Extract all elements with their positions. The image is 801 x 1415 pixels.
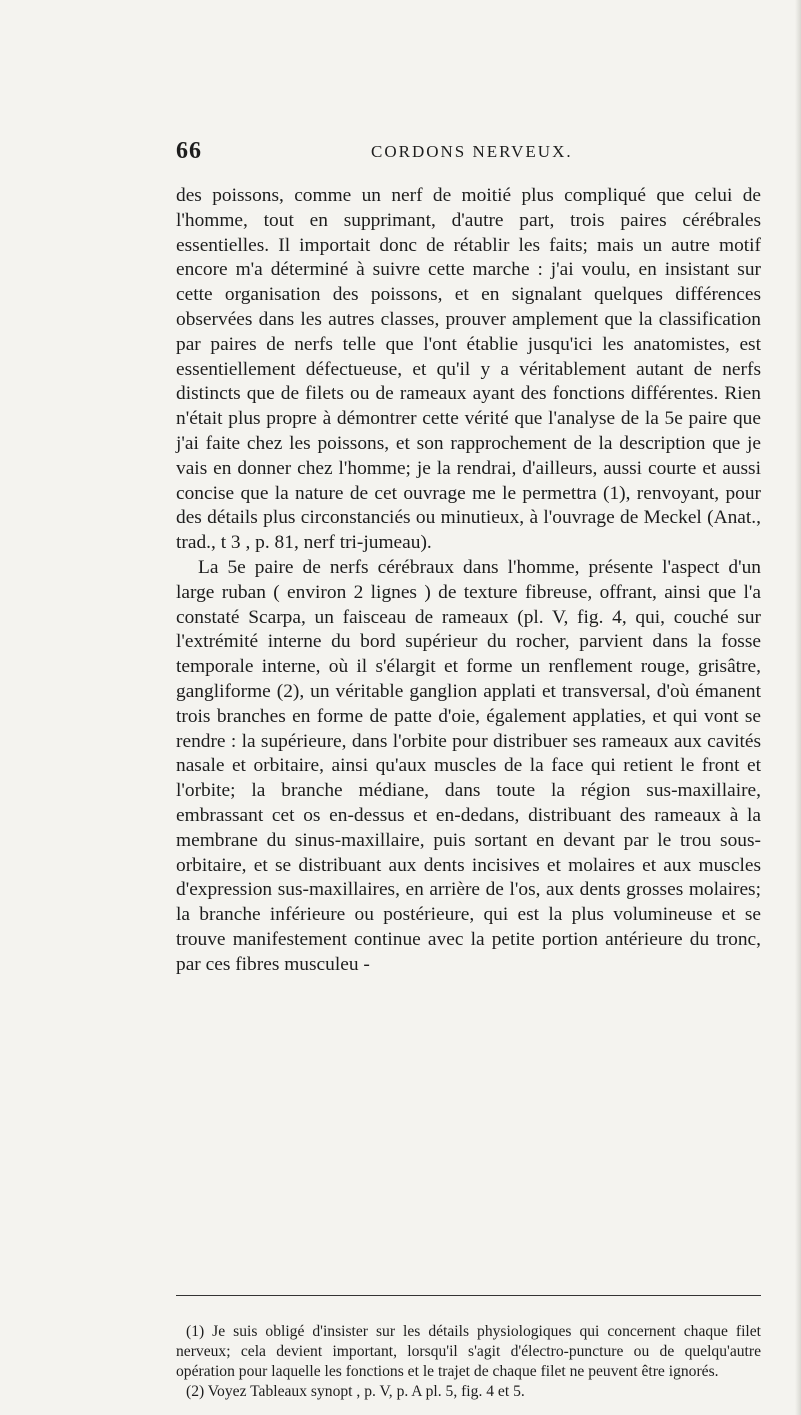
page-header [176,138,736,170]
body-paragraph: La 5e paire de nerfs cérébraux dans l'homme, présente l'aspect d'un large ruban ( environ 2 lignes ) de texture fibreuse, offrant, ainsi que l'a constaté Scarpa, un faisceau de rameaux (pl. V, fig. 4, qui, couché sur l'extrémité interne du bord supérieur du rocher, parvient dans la fosse temporale interne, où il s'élargit et forme un renflement rouge, grisâtre, gangliforme (2), un véritable ganglion applati et transversal, d'où émanent trois branches en forme de patte d'oie, également applaties, et qui vont se rendre : la supérieure, dans l'orbite pour distribuer ses rameaux aux cavités nasale et orbitaire, ainsi qu'aux muscles de la face qui retient le front et l'orbite; la branche médiane, dans toute la région sus-maxillaire, embrassant cet os en-dessus et en-dedans, distribuant des rameaux à la membrane du sinus-maxillaire, puis sortant en devant par le trou sous-orbitaire, et se distribuant aux dents incisives et molaires et aux muscles d'expression sus-maxillaires, en arrière de l'os, aux dents grosses molaires; la branche inférieure ou postérieure, qui est la plus volumineuse et se trouve manifestement continue avec la petite portion antérieure du tronc, par ces fibres musculeu - [176,556,761,975]
footnote: (1) Je suis obligé d'insister sur les détails physiologiques qui concernent chaque filet nerveux; cela devient important, lorsqu'il s'agit d'électro-puncture ou de quelqu'autre opération pour laquelle les fonctions et le trajet de chaque filet ne peuvent être ignorés. [176,1323,761,1380]
body-paragraph: des poissons, comme un nerf de moitié plus compliqué que celui de l'homme, tout en supprimant, d'autre part, trois paires cérébrales essentielles. Il importait donc de rétablir les faits; mais un autre motif encore m'a déterminé à suivre cette marche : j'ai voulu, en insistant sur cette organisation des poissons, et en signalant quelques différences observées dans les autres classes, prouver amplement que la classification par paires de nerfs telle que l'ont établie jusqu'ici les anatomistes, est essentiellement défectueuse, et qu'il y a véritablement autant de nerfs distincts que de filets ou de rameaux ayant des fonctions différentes. Rien n'était plus propre à démontrer cette vérité que l'analyse de la 5e paire que j'ai faite chez les poissons, et son rapprochement de la description que je vais en donner chez l'homme; je la rendrai, d'ailleurs, aussi courte et aussi concise que la nature de cet ouvrage me le permettra (1), renvoyant, pour des détails plus circonstanciés ou minutieux, à l'ouvrage de Meckel (Anat., trad., t 3 , p. 81, nerf tri-jumeau). [176,185,761,554]
footnote-rule [176,1295,761,1296]
footnotes [176,1322,761,1402]
body-text [176,184,761,978]
scan-edge-shadow [795,0,801,1415]
page-number: 66 [176,138,202,164]
footnote: (2) Voyez Tableaux synopt , p. V, p. A pl. 5, fig. 4 et 5. [186,1383,525,1400]
running-head: CORDONS NERVEUX. [371,142,573,161]
